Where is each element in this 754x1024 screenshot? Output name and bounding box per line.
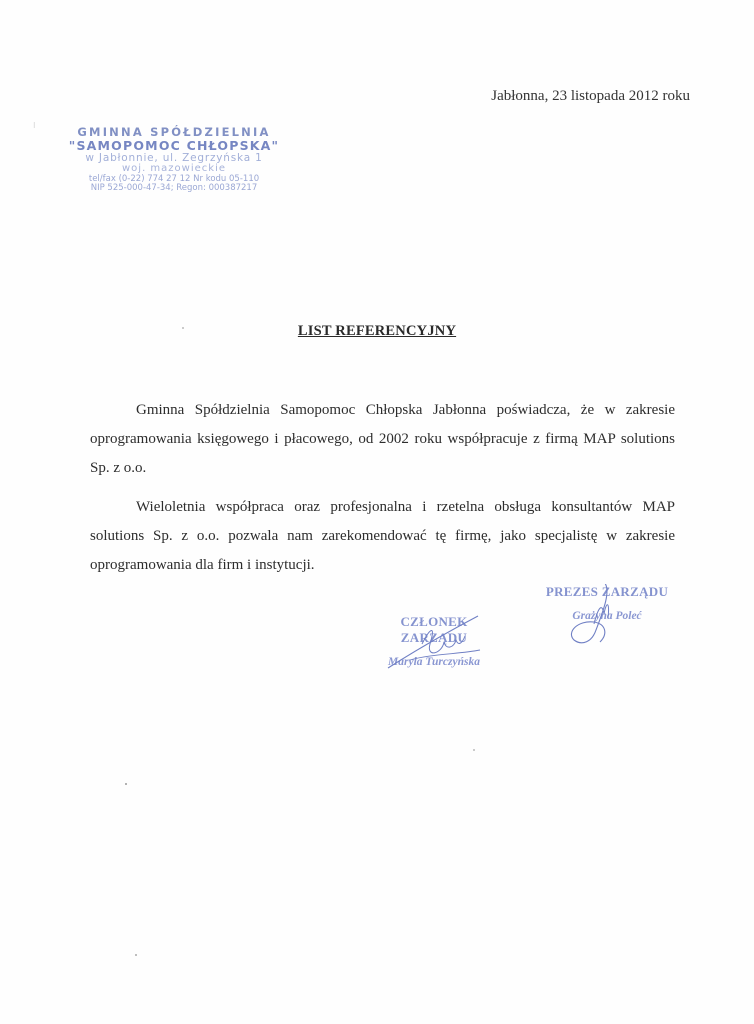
stamp-line-5: tel/fax (0-22) 774 27 12 Nr kodu 05-110 — [88, 173, 260, 184]
scan-speck — [182, 327, 184, 329]
president-role-stamp: PREZES ZARZĄDU — [545, 584, 669, 599]
document-title: LIST REFERENCYJNY — [297, 323, 457, 339]
president-name-stamp: Grażyna Poleć — [572, 610, 642, 622]
signature-block-president — [542, 584, 672, 622]
paragraph-2 — [90, 493, 675, 580]
paragraph-2-text: Wieloletnia współpraca oraz profesjonalna i rzetelna obsługa konsultantów MAP solutions Sp. z o.o. pozwala nam zarekomendować tę firmę, jako specjalistę w zakresie oprogramowania dla firm i instytucji. — [90, 499, 675, 573]
stamp-line-3: w Jabłonnie, ul. Zegrzyńska 1 — [85, 152, 263, 164]
stamp-line-4: woj. mazowieckie — [122, 162, 226, 174]
scan-margin-mark: ⁝ — [33, 121, 36, 130]
scan-speck — [473, 749, 475, 751]
date-line: Jabłonna, 23 listopada 2012 roku — [491, 88, 690, 104]
member-name-stamp: Maryla Turczyńska — [388, 656, 480, 668]
scan-speck — [135, 954, 137, 956]
stamp-line-1: GMINNA SPÓŁDZIELNIA — [77, 125, 271, 139]
scan-speck — [125, 783, 127, 785]
company-stamp — [68, 127, 280, 193]
signature-block-member — [370, 614, 498, 668]
member-role-stamp: CZŁONEK ZARZĄDU — [400, 614, 468, 645]
stamp-line-6: NIP 525-000-47-34; Regon: 000387217 — [90, 183, 258, 193]
stamp-line-2: "SAMOPOMOC CHŁOPSKA" — [68, 137, 280, 153]
paragraph-1 — [90, 396, 675, 483]
paragraph-1-text: Gminna Spółdzielnia Samopomoc Chłopska Jabłonna poświadcza, że w zakresie oprogramowania księgowego i płacowego, od 2002 roku współpracuje z firmą MAP solutions Sp. z o.o. — [90, 402, 675, 476]
